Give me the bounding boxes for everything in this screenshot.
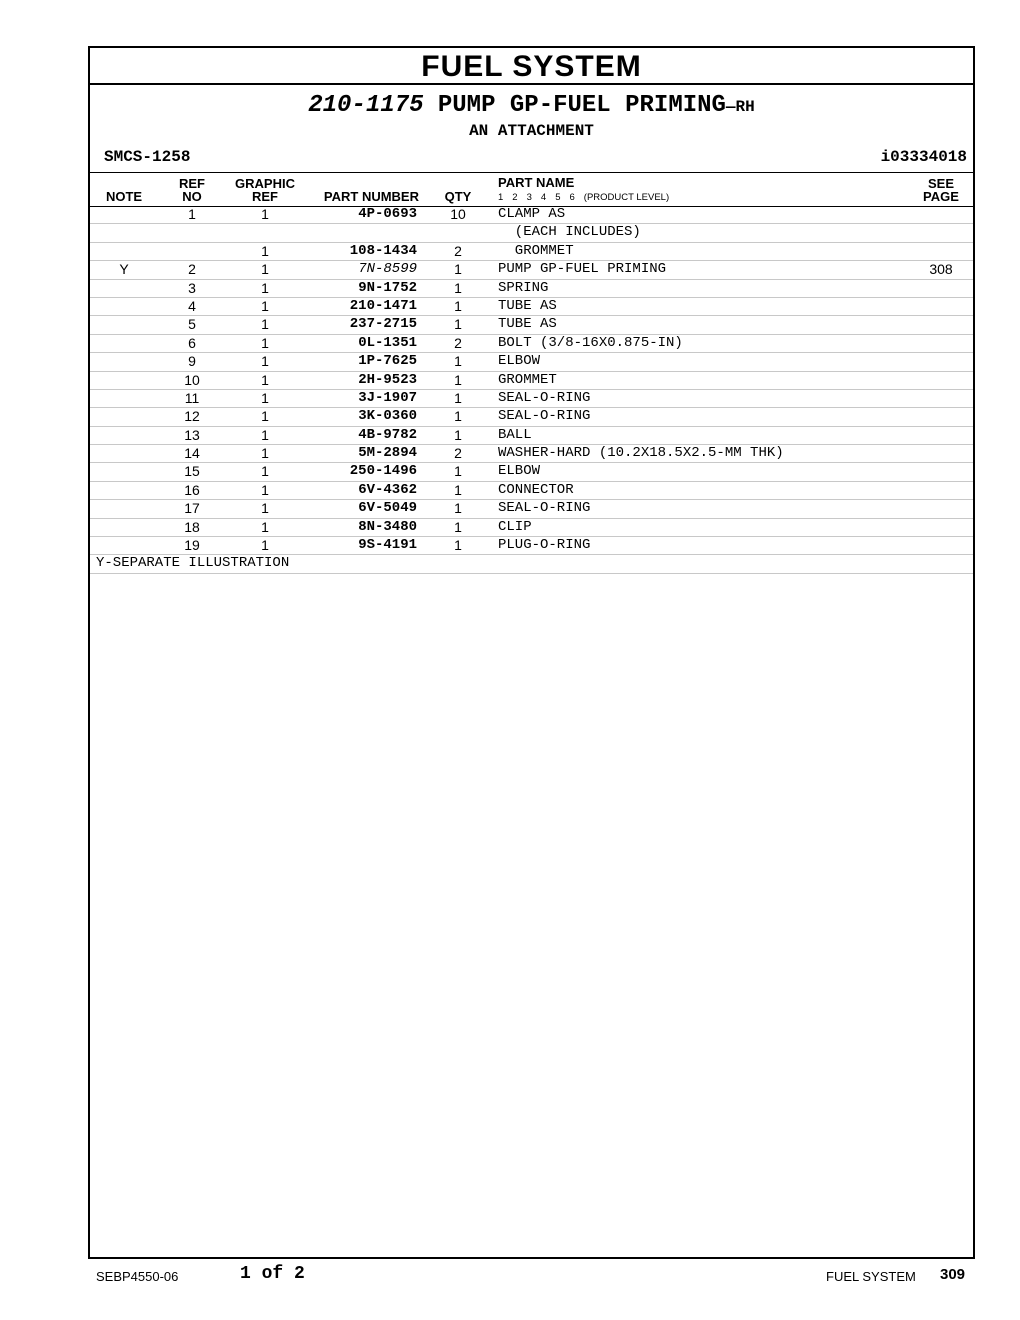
row-graphic-ref: 1 xyxy=(261,297,269,314)
row-graphic-ref: 1 xyxy=(261,261,269,278)
row-graphic-ref: 1 xyxy=(261,537,269,554)
row-ref-no: 6 xyxy=(188,334,196,351)
row-graphic-ref: 1 xyxy=(261,481,269,498)
table-row xyxy=(90,463,973,481)
parts-table xyxy=(90,206,973,574)
row-qty: 1 xyxy=(454,297,462,314)
row-part-name: CLAMP AS xyxy=(498,206,566,222)
row-part-name: TUBE AS xyxy=(498,316,557,333)
header-see-top: SEE xyxy=(927,176,954,191)
row-ref-no: 18 xyxy=(184,518,200,535)
product-level-label: (PRODUCT LEVEL) xyxy=(583,192,670,203)
row-part-name: WASHER-HARD (10.2X18.5X2.5-MM THK) xyxy=(498,445,784,462)
row-qty: 1 xyxy=(454,389,462,406)
row-part-number: 8N-3480 xyxy=(358,518,417,535)
row-part-number: 6V-5049 xyxy=(358,500,417,517)
row-graphic-ref: 1 xyxy=(261,518,269,535)
group-subtitle: AN ATTACHMENT xyxy=(469,122,594,140)
row-ref-no: 12 xyxy=(184,408,200,425)
row-part-name: BALL xyxy=(498,426,532,443)
row-qty: 1 xyxy=(454,353,462,370)
row-part-name: SEAL-O-RING xyxy=(498,408,591,425)
row-ref-no: 10 xyxy=(184,371,200,388)
row-graphic-ref: 1 xyxy=(261,408,269,425)
row-part-number: 7N-8599 xyxy=(358,261,417,278)
footer-section: FUEL SYSTEM xyxy=(826,1269,916,1284)
row-ref-no: 9 xyxy=(188,353,196,370)
row-part-name: ELBOW xyxy=(498,353,541,370)
row-part-number: 250-1496 xyxy=(349,463,417,480)
row-graphic-ref: 1 xyxy=(261,206,269,222)
header-part-name: PART NAME xyxy=(498,175,575,190)
row-note: Y xyxy=(119,261,129,278)
row-ref-no: 2 xyxy=(188,261,196,278)
row-part-name: BOLT (3/8-16X0.875-IN) xyxy=(498,334,683,351)
table-row xyxy=(90,280,973,298)
row-part-name: CLIP xyxy=(498,518,532,535)
row-qty: 2 xyxy=(454,445,462,462)
level-1: 1 xyxy=(498,192,504,203)
header-gref-bottom: REF xyxy=(252,189,278,204)
row-ref-no: 17 xyxy=(184,500,200,517)
header-see-bottom: PAGE xyxy=(923,189,959,204)
group-name: PUMP GP-FUEL PRIMING xyxy=(437,92,726,119)
footer-page-of: 1 of 2 xyxy=(240,1264,305,1284)
table-row xyxy=(90,537,973,555)
row-part-name: SEAL-O-RING xyxy=(498,389,591,406)
row-part-number: 1P-7625 xyxy=(358,353,417,370)
header-part-number: PART NUMBER xyxy=(323,189,419,204)
row-qty: 2 xyxy=(454,334,462,351)
row-graphic-ref: 1 xyxy=(261,463,269,480)
row-qty: 1 xyxy=(454,500,462,517)
table-row xyxy=(90,261,973,279)
row-qty: 1 xyxy=(454,463,462,480)
row-qty: 1 xyxy=(454,481,462,498)
row-qty: 1 xyxy=(454,316,462,333)
row-part-name: ELBOW xyxy=(498,463,541,480)
row-ref-no: 11 xyxy=(184,389,200,406)
smcs-code: SMCS-1258 xyxy=(104,148,191,166)
row-part-name: GROMMET xyxy=(498,242,574,259)
row-part-number: 108-1434 xyxy=(349,242,417,259)
row-part-number: 3K-0360 xyxy=(358,408,417,425)
table-row xyxy=(90,243,973,261)
row-part-number: 4P-0693 xyxy=(358,206,417,222)
section-title: FUEL SYSTEM xyxy=(90,48,973,85)
row-ref-no: 4 xyxy=(188,297,196,314)
row-part-number: 9S-4191 xyxy=(358,537,417,554)
row-graphic-ref: 1 xyxy=(261,353,269,370)
group-suffix: —RH xyxy=(725,98,755,116)
row-graphic-ref: 1 xyxy=(261,242,269,259)
row-ref-no: 5 xyxy=(188,316,196,333)
header-ref-bottom: NO xyxy=(182,189,202,204)
level-5: 5 xyxy=(555,192,561,203)
illustration-id: i03334018 xyxy=(880,148,967,166)
row-ref-no: 1 xyxy=(188,206,196,222)
table-row xyxy=(90,390,973,408)
row-qty: 1 xyxy=(454,426,462,443)
row-qty: 1 xyxy=(454,537,462,554)
row-ref-no: 3 xyxy=(188,279,196,296)
row-part-number: 2H-9523 xyxy=(358,371,417,388)
table-row xyxy=(90,500,973,518)
header-note: NOTE xyxy=(105,189,143,204)
row-graphic-ref: 1 xyxy=(261,371,269,388)
row-graphic-ref: 1 xyxy=(261,500,269,517)
header-see-page xyxy=(910,177,972,203)
table-row xyxy=(90,519,973,537)
header-graphic-ref xyxy=(225,177,305,203)
row-part-number: 237-2715 xyxy=(349,316,417,333)
row-part-number: 3J-1907 xyxy=(358,389,417,406)
row-part-number: 4B-9782 xyxy=(358,426,417,443)
row-qty: 1 xyxy=(454,371,462,388)
header-ref-top: REF xyxy=(179,176,205,191)
row-part-name: PLUG-O-RING xyxy=(498,537,591,554)
footnote: Y-SEPARATE ILLUSTRATION xyxy=(90,555,973,573)
row-graphic-ref: 1 xyxy=(261,316,269,333)
row-qty: 2 xyxy=(454,242,462,259)
table-row xyxy=(90,427,973,445)
row-part-number: 6V-4362 xyxy=(358,481,417,498)
footer-doc-id: SEBP4550-06 xyxy=(96,1269,179,1284)
row-part-name: SPRING xyxy=(498,279,549,296)
row-qty: 1 xyxy=(454,408,462,425)
product-levels xyxy=(498,192,678,203)
group-number: 210-1175 xyxy=(308,92,424,119)
row-qty: 1 xyxy=(454,279,462,296)
row-qty: 10 xyxy=(450,206,466,222)
table-row xyxy=(90,206,973,224)
row-graphic-ref: 1 xyxy=(261,279,269,296)
table-row xyxy=(90,353,973,371)
group-title xyxy=(90,92,973,121)
row-part-name: PUMP GP-FUEL PRIMING xyxy=(498,261,667,278)
table-row xyxy=(90,224,973,242)
row-part-name: SEAL-O-RING xyxy=(498,500,591,517)
header-gref-top: GRAPHIC xyxy=(235,176,295,191)
row-qty: 1 xyxy=(454,261,462,278)
row-ref-no: 13 xyxy=(184,426,200,443)
row-part-name: CONNECTOR xyxy=(498,481,574,498)
level-4: 4 xyxy=(540,192,547,203)
row-ref-no: 15 xyxy=(184,463,200,480)
row-part-name: (EACH INCLUDES) xyxy=(498,224,641,241)
row-ref-no: 19 xyxy=(184,537,200,554)
row-graphic-ref: 1 xyxy=(261,445,269,462)
level-3: 3 xyxy=(526,192,532,203)
table-row xyxy=(90,372,973,390)
footer-page-number: 309 xyxy=(940,1266,966,1283)
row-ref-no: 16 xyxy=(184,481,200,498)
header-qty: QTY xyxy=(444,189,472,204)
row-part-number: 210-1471 xyxy=(349,297,417,314)
row-graphic-ref: 1 xyxy=(261,334,269,351)
row-part-number: 0L-1351 xyxy=(358,334,417,351)
row-ref-no: 14 xyxy=(184,445,200,462)
table-row xyxy=(90,335,973,353)
table-row xyxy=(90,408,973,426)
level-2: 2 xyxy=(512,192,518,203)
row-graphic-ref: 1 xyxy=(261,426,269,443)
table-row xyxy=(90,482,973,500)
row-qty: 1 xyxy=(454,518,462,535)
row-part-number: 9N-1752 xyxy=(358,279,417,296)
table-row xyxy=(90,298,973,316)
row-part-name: TUBE AS xyxy=(498,297,557,314)
row-see-page: 308 xyxy=(929,261,953,278)
row-part-number: 5M-2894 xyxy=(358,445,417,462)
header-ref xyxy=(172,177,212,203)
row-graphic-ref: 1 xyxy=(261,389,269,406)
header-top-rule xyxy=(90,172,973,173)
table-row xyxy=(90,316,973,334)
table-row xyxy=(90,445,973,463)
row-part-name: GROMMET xyxy=(498,371,557,388)
level-6: 6 xyxy=(569,192,575,203)
page-frame xyxy=(88,46,975,1259)
